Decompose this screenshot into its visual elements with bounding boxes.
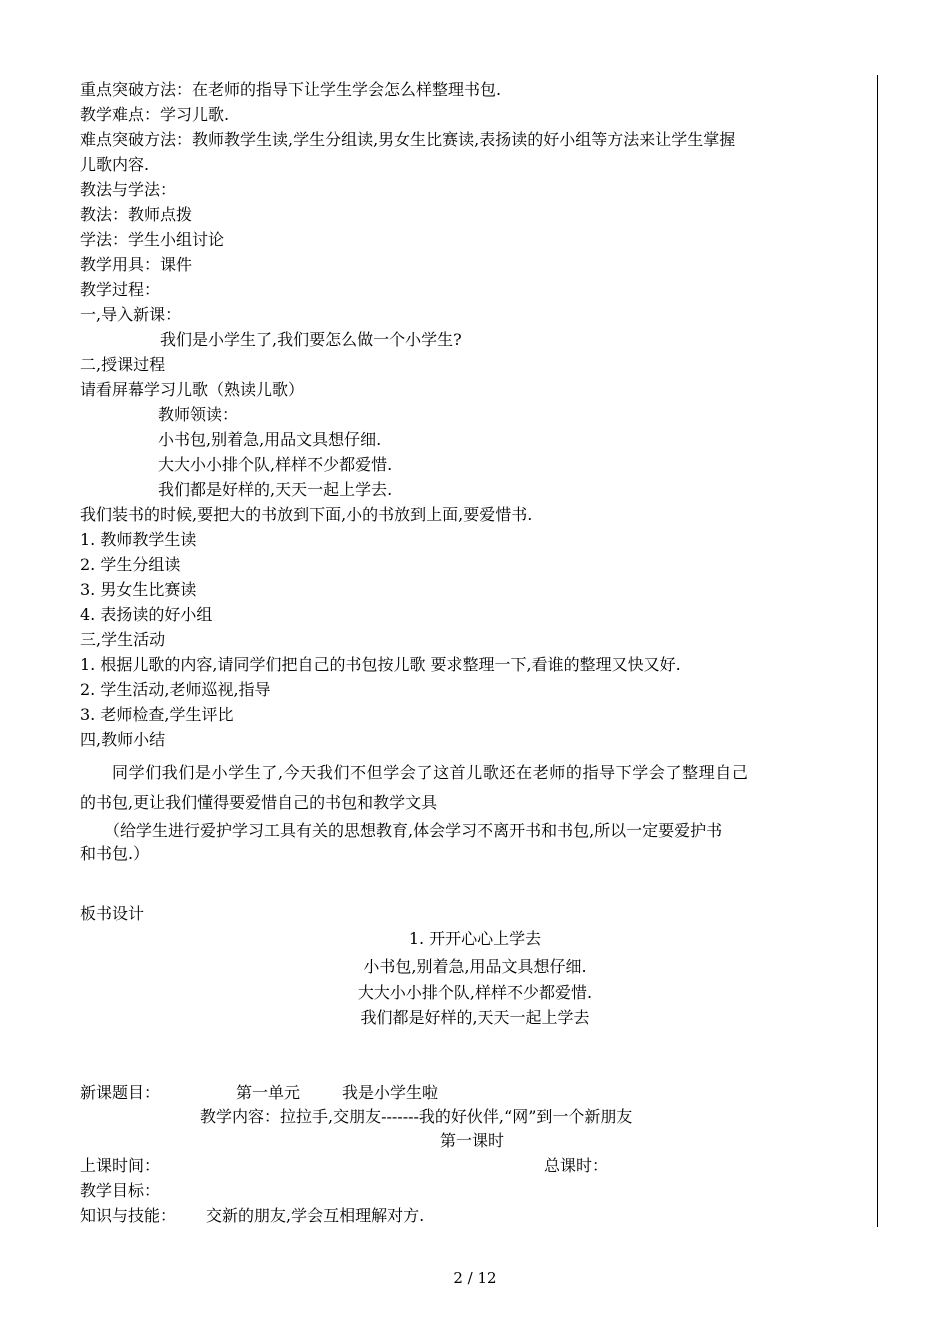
section-heading: 四,教师小结 <box>80 730 166 749</box>
skill-label: 知识与技能： <box>80 1206 177 1225</box>
poem-line: 我们都是好样的,天天一起上学去. <box>158 480 393 499</box>
goal-label: 教学目标： <box>80 1181 161 1200</box>
text-line: 教学过程： <box>80 280 161 299</box>
board-line: 我们都是好样的,天天一起上学去 <box>360 1008 590 1027</box>
lesson-content: 教学内容：拉拉手,交朋友-------我的好伙伴,“网”到一个新朋友 <box>200 1107 633 1126</box>
text-line: 的书包,更让我们懂得要爱惜自己的书包和教学文具 <box>80 793 438 812</box>
text-line: 儿歌内容. <box>80 155 150 174</box>
text-line: 重点突破方法：在老师的指导下让学生学会怎么样整理书包. <box>80 80 502 99</box>
text-line: （给学生进行爱护学习工具有关的思想教育,体会学习不离开书和书包,所以一定要爱护书 <box>104 821 723 840</box>
poem-line: 大大小小排个队,样样不少都爱惜. <box>158 455 393 474</box>
list-item: 1. 根据儿歌的内容,请同学们把自己的书包按儿歌 要求整理一下,看谁的整理又快又好. <box>80 655 681 674</box>
text-line: 教学用具：课件 <box>80 255 193 274</box>
text-line: 同学们我们是小学生了,今天我们不但学会了这首儿歌还在老师的指导下学会了整理自己 <box>112 763 749 782</box>
unit-title: 我是小学生啦 <box>342 1083 439 1102</box>
class-time-label: 上课时间： <box>80 1156 161 1175</box>
page-number: 2 / 12 <box>453 1269 497 1287</box>
board-title: 1. 开开心心上学去 <box>408 929 542 948</box>
text-line: 教法：教师点拨 <box>80 205 193 224</box>
unit-label: 第一单元 <box>236 1083 301 1102</box>
section-heading: 三,学生活动 <box>80 630 166 649</box>
list-item: 4. 表扬读的好小组 <box>80 605 213 624</box>
list-item: 3. 男女生比赛读 <box>80 580 197 599</box>
list-item: 2. 学生分组读 <box>80 555 181 574</box>
board-line: 大大小小排个队,样样不少都爱惜. <box>357 983 593 1002</box>
skill-text: 交新的朋友,学会互相理解对方. <box>206 1206 425 1225</box>
text-line: 和书包.） <box>80 844 150 863</box>
section-heading: 二,授课过程 <box>80 355 166 374</box>
text-line: 教法与学法： <box>80 180 177 199</box>
poem-line: 小书包,别着急,用品文具想仔细. <box>158 430 382 449</box>
lesson-period: 第一课时 <box>440 1131 505 1150</box>
text-line: 难点突破方法：教师教学生读,学生分组读,男女生比赛读,表扬读的好小组等方法来让学生掌握 <box>80 130 736 149</box>
board-line: 小书包,别着急,用品文具想仔细. <box>363 957 587 976</box>
list-item: 1. 教师教学生读 <box>80 530 197 549</box>
text-line: 请看屏幕学习儿歌（熟读儿歌） <box>80 380 305 399</box>
text-line: 学法：学生小组讨论 <box>80 230 225 249</box>
list-item: 2. 学生活动,老师巡视,指导 <box>80 680 271 699</box>
text-line: 我们是小学生了,我们要怎么做一个小学生? <box>160 330 462 349</box>
text-line: 教师领读： <box>158 405 239 424</box>
total-periods-label: 总课时： <box>544 1156 609 1175</box>
list-item: 3. 老师检查,学生评比 <box>80 705 234 724</box>
section-heading: 板书设计 <box>80 904 145 923</box>
section-heading: 一,导入新课： <box>80 305 182 324</box>
text-line: 教学难点：学习儿歌. <box>80 105 230 124</box>
page-right-rule <box>877 75 878 1227</box>
topic-label: 新课题目： <box>80 1083 161 1102</box>
text-line: 我们装书的时候,要把大的书放到下面,小的书放到上面,要爱惜书. <box>80 505 533 524</box>
